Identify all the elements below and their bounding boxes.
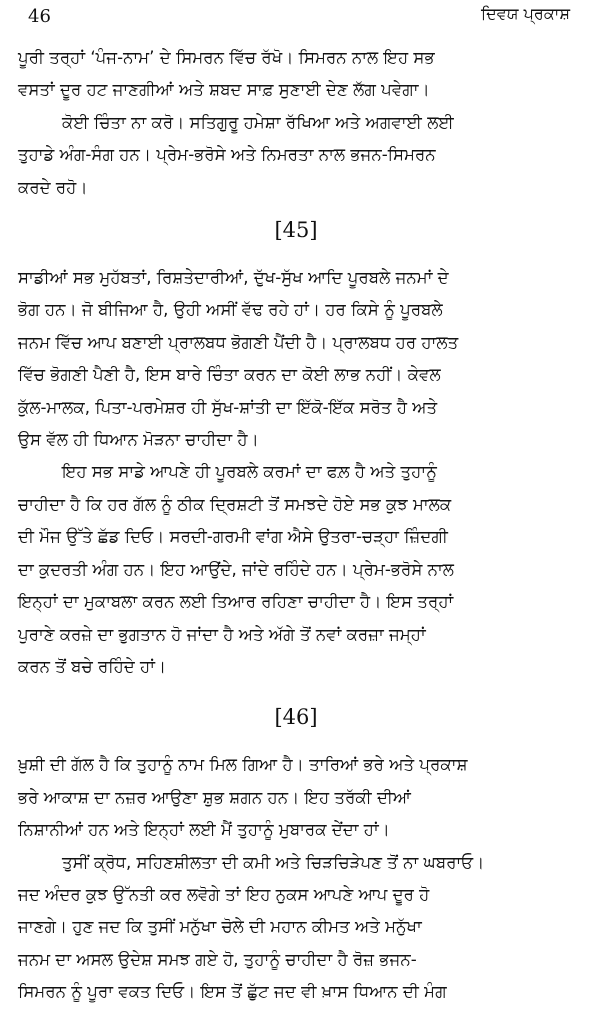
paragraph <box>18 107 574 204</box>
text-line: ਖ਼ੁਸ਼ੀ ਦੀ ਗੱਲ ਹੈ ਕਿ ਤੁਹਾਨੂੰ ਨਾਮ ਮਿਲ ਗਿਆ ਹੈ। ਤਾਰਿਆਂ ਭਰੇ ਅਤੇ ਪ੍ਰਕਾਸ਼ <box>18 755 468 775</box>
text-line: ਸਿਮਰਨ ਨੂੰ ਪੂਰਾ ਵਕਤ ਦਿਓ। ਇਸ ਤੋਂ ਛੁੱਟ ਜਦ ਵੀ ਖ਼ਾਸ ਧਿਆਨ ਦੀ ਮੰਗ <box>18 982 447 1002</box>
text-line: ਕਰਦੇ ਰਹੋ। <box>18 177 88 197</box>
text-line: ਚਾਹੀਦਾ ਹੈ ਕਿ ਹਰ ਗੱਲ ਨੂੰ ਠੀਕ ਦ੍ਰਿਸ਼ਟੀ ਤੋਂ ਸਮਝਦੇ ਹੋਏ ਸਭ ਕੁਝ ਮਾਲਕ <box>18 494 452 514</box>
section-45 <box>18 216 574 683</box>
text-line: ਤੁਸੀਂ ਕ੍ਰੋਧ, ਸਹਿਣਸ਼ੀਲਤਾ ਦੀ ਕਮੀ ਅਤੇ ਚਿੜਚਿੜੇਪਣ ਤੋਂ ਨਾ ਘਬਰਾਓ। <box>62 852 485 872</box>
text-line: ਇਹ ਸਭ ਸਾਡੇ ਆਪਣੇ ਹੀ ਪੂਰਬਲੇ ਕਰਮਾਂ ਦਾ ਫਲ਼ ਹੈ ਅਤੇ ਤੁਹਾਨੂੰ <box>62 462 437 482</box>
section-continued <box>18 42 574 204</box>
text-line: ਕੋਈ ਚਿੰਤਾ ਨਾ ਕਰੋ। ਸਤਿਗੁਰੂ ਹਮੇਸ਼ਾ ਰੱਖਿਆ ਅਤੇ ਅਗਵਾਈ ਲਈ <box>62 112 454 132</box>
section-46 <box>18 703 574 1008</box>
text-line: ਜਾਣਗੇ। ਹੁਣ ਜਦ ਕਿ ਤੁਸੀਂ ਮਨੁੱਖਾ ਚੋਲੇ ਦੀ ਮਹਾਨ ਕੀਮਤ ਅਤੇ ਮਨੁੱਖਾ <box>18 917 422 937</box>
text-line: ਦੀ ਮੌਜ ਉੱਤੇ ਛੱਡ ਦਿਓ। ਸਰਦੀ-ਗਰਮੀ ਵਾਂਗ ਐਸੇ ਉਤਰਾ-ਚੜ੍ਹਾ ਜ਼ਿੰਦਗੀ <box>18 527 448 547</box>
text-line: ਭੋਗ ਹਨ। ਜੋ ਬੀਜਿਆ ਹੈ, ਉਹੀ ਅਸੀਂ ਵੱਢ ਰਹੇ ਹਾਂ। ਹਰ ਕਿਸੇ ਨੂੰ ਪੂਰਬਲੇ <box>18 300 443 320</box>
text-line: ਵਸਤਾਂ ਦੂਰ ਹਟ ਜਾਣਗੀਆਂ ਅਤੇ ਸ਼ਬਦ ਸਾਫ਼ ਸੁਣਾਈ ਦੇਣ ਲੱਗ ਪਵੇਗਾ। <box>18 80 430 100</box>
text-line: ਉਸ ਵੱਲ ਹੀ ਧਿਆਨ ਮੋੜਨਾ ਚਾਹੀਦਾ ਹੈ। <box>18 430 259 450</box>
text-line: ਪੁਰਾਣੇ ਕਰਜ਼ੇ ਦਾ ਭੁਗਤਾਨ ਹੋ ਜਾਂਦਾ ਹੈ ਅਤੇ ਅੱਗੇ ਤੋਂ ਨਵਾਂ ਕਰਜ਼ਾ ਜਮ੍ਹਾਂ <box>18 624 426 644</box>
page-number: 46 <box>28 6 51 27</box>
text-line: ਤੁਹਾਡੇ ਅੰਗ-ਸੰਗ ਹਨ। ਪ੍ਰੇਮ-ਭਰੋਸੇ ਅਤੇ ਨਿਮਰਤਾ ਨਾਲ ਭਜਨ-ਸਿਮਰਨ <box>18 145 436 165</box>
text-line: ਜਨਮ ਦਾ ਅਸਲ ਉਦੇਸ਼ ਸਮਝ ਗਏ ਹੋ, ਤੁਹਾਨੂੰ ਚਾਹੀਦਾ ਹੈ ਰੋਜ਼ ਭਜਨ- <box>18 949 417 969</box>
text-line: ਨਿਸ਼ਾਨੀਆਂ ਹਨ ਅਤੇ ਇਨ੍ਹਾਂ ਲਈ ਮੈਂ ਤੁਹਾਨੂੰ ਮੁਬਾਰਕ ਦੇਂਦਾ ਹਾਂ। <box>18 820 390 840</box>
paragraph <box>18 262 574 456</box>
text-line: ਇਨ੍ਹਾਂ ਦਾ ਮੁਕਾਬਲਾ ਕਰਨ ਲਈ ਤਿਆਰ ਰਹਿਣਾ ਚਾਹੀਦਾ ਹੈ। ਇਸ ਤਰ੍ਹਾਂ <box>18 592 454 612</box>
text-line: ਦਾ ਕੁਦਰਤੀ ਅੰਗ ਹਨ। ਇਹ ਆਉਂਦੇ, ਜਾਂਦੇ ਰਹਿੰਦੇ ਹਨ। ਪ੍ਰੇਮ-ਭਰੋਸੇ ਨਾਲ <box>18 559 454 579</box>
text-line: ਕੁੱਲ-ਮਾਲਕ, ਪਿਤਾ-ਪਰਮੇਸ਼ਰ ਹੀ ਸੁੱਖ-ਸ਼ਾਂਤੀ ਦਾ ਇੱਕੋ-ਇੱਕ ਸਰੋਤ ਹੈ ਅਤੇ <box>18 397 438 417</box>
text-line: ਜਦ ਅੰਦਰ ਕੁਝ ਉੱਨਤੀ ਕਰ ਲਵੋਗੇ ਤਾਂ ਇਹ ਨੁਕਸ ਆਪਣੇ ਆਪ ਦੂਰ ਹੋ <box>18 884 430 904</box>
text-line: ਪੂਰੀ ਤਰ੍ਹਾਂ ‘ਪੰਜ-ਨਾਮ’ ਦੇ ਸਿਮਰਨ ਵਿੱਚ ਰੱਖੋ। ਸਿਮਰਨ ਨਾਲ ਇਹ ਸਭ <box>18 48 435 67</box>
paragraph <box>18 42 574 107</box>
text-line: ਜਨਮ ਵਿੱਚ ਆਪ ਬਣਾਈ ਪ੍ਰਾਲਬਧ ਭੋਗਣੀ ਪੈਂਦੀ ਹੈ। ਪ੍ਰਾਲਬਧ ਹਰ ਹਾਲਤ <box>18 332 459 352</box>
section-number: [45] <box>274 218 318 243</box>
text-line: ਸਾਡੀਆਂ ਸਭ ਮੁਹੱਬਤਾਂ, ਰਿਸ਼ਤੇਦਾਰੀਆਂ, ਦੁੱਖ-ਸੁੱਖ ਆਦਿ ਪੂਰਬਲੇ ਜਨਮਾਂ ਦੇ <box>18 268 449 288</box>
section-number: [46] <box>274 705 318 730</box>
page-header <box>18 0 574 38</box>
text-line: ਕਰਨ ਤੋਂ ਬਚੇ ਰਹਿੰਦੇ ਹਾਂ। <box>18 656 167 676</box>
paragraph <box>18 456 574 683</box>
text-line: ਵਿੱਚ ਭੋਗਣੀ ਪੈਣੀ ਹੈ, ਇਸ ਬਾਰੇ ਚਿੰਤਾ ਕਰਨ ਦਾ ਕੋਈ ਲਾਭ ਨਹੀਂ। ਕੇਵਲ <box>18 365 441 385</box>
text-line: ਭਰੇ ਆਕਾਸ਼ ਦਾ ਨਜ਼ਰ ਆਉਣਾ ਸ਼ੁਭ ਸ਼ਗਨ ਹਨ। ਇਹ ਤਰੱਕੀ ਦੀਆਂ <box>18 787 412 807</box>
paragraph <box>18 749 574 846</box>
paragraph <box>18 847 574 1009</box>
running-head: ਦਿਵਯ ਪ੍ਰਕਾਸ਼ <box>481 4 570 23</box>
